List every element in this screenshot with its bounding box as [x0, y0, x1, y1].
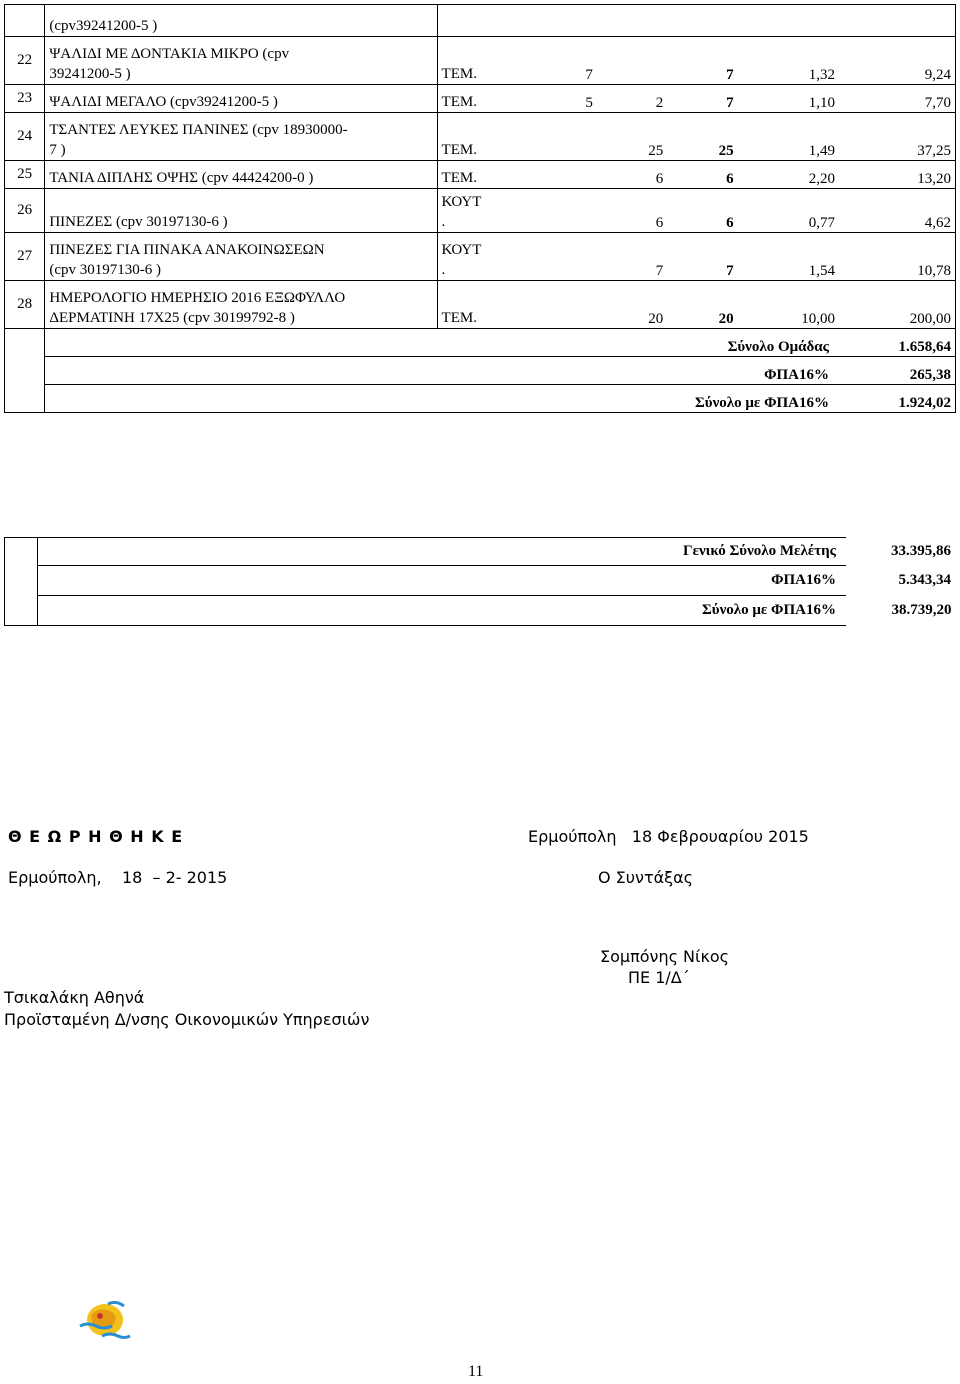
item-description-line: ΨΑΛΙΔΙ ΜΕ ΔΟΝΤΑΚΙΑ ΜΙΚΡΟ (cpv	[49, 46, 290, 62]
group-total-value: 1.924,02	[839, 385, 955, 413]
grand-total-label: Γενικό Σύνολο Μελέτης	[38, 538, 847, 566]
item-unit-line: .	[441, 262, 446, 278]
table-row	[5, 281, 956, 329]
approved-heading: Θ Ε Ω Ρ Η Θ Η Κ Ε	[8, 827, 184, 846]
item-description	[45, 161, 437, 189]
item-quantity-total: 7	[667, 85, 737, 113]
item-unit-line: ΤΕΜ.	[441, 94, 477, 110]
item-quantity-1: 5	[527, 85, 597, 113]
item-description-line: ΨΑΛΙΔΙ ΜΕΓΑΛΟ (cpv39241200-5 )	[49, 94, 278, 110]
grand-with-vat-value: 38.739,20	[891, 602, 952, 618]
item-unit-line: ΚΟΥΤ	[441, 242, 482, 258]
item-number: 28	[5, 281, 45, 329]
group-total-label: Σύνολο Ομάδας	[45, 329, 839, 357]
item-unit	[437, 161, 527, 189]
item-number: 27	[5, 233, 45, 281]
group-total-label: Σύνολο με ΦΠΑ16%	[45, 385, 839, 413]
item-unit-line: .	[441, 214, 446, 230]
item-quantity-total: 7	[667, 37, 737, 85]
item-unit	[437, 5, 527, 37]
approver-name: Τσικαλάκη Αθηνά	[4, 988, 145, 1007]
item-unit-price: 10,00	[738, 281, 839, 329]
group-total-row	[5, 385, 956, 413]
item-unit	[437, 233, 527, 281]
author-name: Σομπόνης Νίκος	[600, 947, 730, 966]
item-quantity-1	[527, 281, 597, 329]
item-description-line: ΔΕΡΜΑΤΙΝΗ 17Χ25 (cpv 30199792-8 )	[49, 310, 295, 326]
item-number: 24	[5, 113, 45, 161]
item-unit-line: ΤΕΜ.	[441, 310, 477, 326]
items-table	[4, 4, 956, 413]
item-quantity-1	[527, 233, 597, 281]
group-total-label: ΦΠΑ16%	[45, 357, 839, 385]
group-total-row	[5, 329, 956, 357]
item-description-line: ΤΣΑΝΤΕΣ ΛΕΥΚΕΣ ΠΑΝΙΝΕΣ (cpv 18930000-	[49, 122, 348, 138]
item-total: 200,00	[839, 281, 955, 329]
place-date-right: Ερμούπολη 18 Φεβρουαρίου 2015	[528, 827, 809, 846]
item-description-line: 7 )	[49, 142, 66, 158]
item-quantity-2: 7	[597, 233, 667, 281]
item-description-line: ΠΙΝΕΖΕΣ (cpv 30197130-6 )	[49, 214, 228, 230]
item-quantity-total: 6	[667, 189, 737, 233]
item-description	[45, 85, 437, 113]
item-number: 26	[5, 189, 45, 233]
item-unit-price	[738, 5, 839, 37]
grand-vat-label: ΦΠΑ16%	[38, 566, 847, 596]
group-total-value: 1.658,64	[839, 329, 955, 357]
item-description-line: ΗΜΕΡΟΛΟΓΙΟ ΗΜΕΡΗΣΙΟ 2016 ΕΞΩΦΥΛΛΟ	[49, 290, 346, 306]
item-description	[45, 189, 437, 233]
item-quantity-total: 25	[667, 113, 737, 161]
item-description	[45, 37, 437, 85]
item-description-line: 39241200-5 )	[49, 66, 131, 82]
item-unit	[437, 37, 527, 85]
item-description	[45, 5, 437, 37]
table-row	[5, 233, 956, 281]
table-row	[5, 37, 956, 85]
item-unit-line: ΤΕΜ.	[441, 170, 477, 186]
item-quantity-1: 7	[527, 37, 597, 85]
item-quantity-2: 2	[597, 85, 667, 113]
item-description	[45, 281, 437, 329]
item-unit-price: 1,54	[738, 233, 839, 281]
item-total: 9,24	[839, 37, 955, 85]
item-total: 7,70	[839, 85, 955, 113]
item-unit-line: ΤΕΜ.	[441, 66, 477, 82]
page-number: 11	[468, 1363, 484, 1380]
item-quantity-1	[527, 189, 597, 233]
item-quantity-1	[527, 113, 597, 161]
item-quantity-1	[527, 161, 597, 189]
item-total: 4,62	[839, 189, 955, 233]
place-date-left: Ερμούπολη, 18 – 2- 2015	[8, 868, 228, 887]
item-total: 10,78	[839, 233, 955, 281]
group-total-value: 265,38	[839, 357, 955, 385]
item-unit	[437, 189, 527, 233]
item-unit	[437, 85, 527, 113]
item-quantity-total: 6	[667, 161, 737, 189]
item-quantity-2: 6	[597, 189, 667, 233]
item-description	[45, 113, 437, 161]
item-quantity-total: 7	[667, 233, 737, 281]
grand-with-vat-label: Σύνολο με ΦΠΑ16%	[38, 596, 847, 626]
item-description-line: ΤΑΝΙΑ ΔΙΠΛΗΣ ΟΨΗΣ (cpv 44424200-0 )	[49, 170, 314, 186]
group-total-row	[5, 357, 956, 385]
item-description	[45, 233, 437, 281]
item-quantity-1	[527, 5, 597, 37]
item-unit-price: 1,49	[738, 113, 839, 161]
grand-totals-table	[4, 537, 956, 626]
item-quantity-2: 25	[597, 113, 667, 161]
item-unit-price: 1,10	[738, 85, 839, 113]
item-unit-line: ΚΟΥΤ	[441, 194, 482, 210]
table-row	[5, 189, 956, 233]
item-unit	[437, 281, 527, 329]
table-row	[5, 161, 956, 189]
item-quantity-total	[667, 5, 737, 37]
table-row	[5, 85, 956, 113]
item-description-line: ΠΙΝΕΖΕΣ ΓΙΑ ΠΙΝΑΚΑ ΑΝΑΚΟΙΝΩΣΕΩΝ	[49, 242, 325, 258]
table-row	[5, 113, 956, 161]
item-unit-price: 1,32	[738, 37, 839, 85]
grand-total-value: 33.395,86	[891, 543, 951, 559]
approver-title: Προϊσταμένη Δ/νσης Οικονομικών Υπηρεσιών	[4, 1010, 370, 1029]
author-rank: ΠΕ 1/Δ΄	[628, 968, 690, 987]
item-unit-line: ΤΕΜ.	[441, 142, 477, 158]
grand-totals-num-cell	[5, 538, 38, 626]
grand-vat-value: 5.343,34	[898, 572, 951, 588]
item-description-line: (cpv 30197130-6 )	[49, 262, 161, 278]
item-total: 37,25	[839, 113, 955, 161]
item-unit-price: 0,77	[738, 189, 839, 233]
item-number: 22	[5, 37, 45, 85]
group-total-num-cell	[5, 329, 45, 413]
item-number	[5, 5, 45, 37]
table-row	[5, 5, 956, 37]
item-total: 13,20	[839, 161, 955, 189]
item-quantity-total: 20	[667, 281, 737, 329]
item-quantity-2: 20	[597, 281, 667, 329]
item-unit-price: 2,20	[738, 161, 839, 189]
item-quantity-2	[597, 37, 667, 85]
item-total	[839, 5, 955, 37]
item-quantity-2: 6	[597, 161, 667, 189]
item-number: 25	[5, 161, 45, 189]
item-unit	[437, 113, 527, 161]
municipality-logo	[78, 1296, 132, 1344]
item-number: 23	[5, 85, 45, 113]
item-quantity-2	[597, 5, 667, 37]
item-description-line: (cpv39241200-5 )	[49, 18, 158, 34]
author-title: Ο Συντάξας	[598, 868, 694, 887]
